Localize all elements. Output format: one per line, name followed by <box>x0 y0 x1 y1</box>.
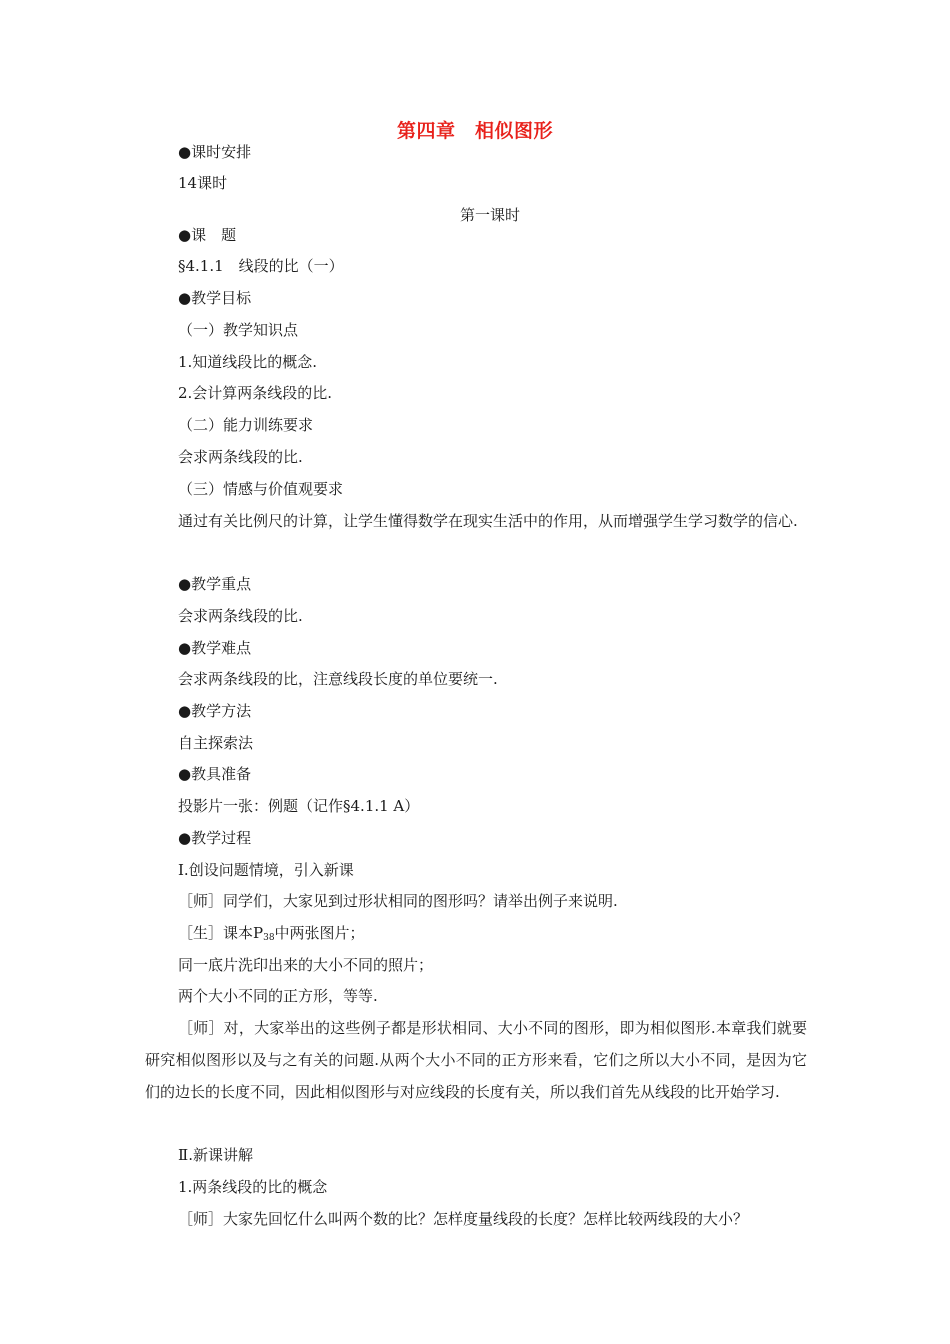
subsection-1: 1.两条线段的比的概念 <box>178 1178 328 1196</box>
topic-heading: ●课 题 <box>178 226 237 244</box>
process-heading: ●教学过程 <box>178 829 252 847</box>
difficulty-heading: ●教学难点 <box>178 639 252 657</box>
method-heading: ●教学方法 <box>178 702 252 720</box>
goal-item-2: 2.会计算两条线段的比. <box>178 384 333 402</box>
student-line-1-b: 中两张图片； <box>274 924 365 942</box>
goals-sub-3: （三）情感与价值观要求 <box>178 480 344 498</box>
key-points-heading: ●教学重点 <box>178 575 252 593</box>
teacher-paragraph: ［师］对，大家举出的这些例子都是形状相同、大小不同的图形，即为相似图形.本章我们就要研究相似图形以及与之有关的问题.从两个大小不同的正方形来看，它们之所以大小不同，是因为它们的边长的长度不同，因此相似图形与对应线段的长度有关，所以我们首先从线段的比开始学习. <box>145 1019 807 1101</box>
student-line-3: 两个大小不同的正方形，等等. <box>178 987 378 1005</box>
goals-sub-2: （二）能力训练要求 <box>178 416 314 434</box>
values-paragraph: 通过有关比例尺的计算，让学生懂得数学在现实生活中的作用，从而增强学生学习数学的信心. <box>178 512 798 530</box>
ability-text: 会求两条线段的比. <box>178 448 303 466</box>
materials-text: 投影片一张：例题（记作§4.1.1 A） <box>178 797 420 815</box>
schedule-value: 14课时 <box>178 174 228 192</box>
teacher-line-1: ［师］同学们，大家见到过形状相同的图形吗？请举出例子来说明. <box>178 892 618 910</box>
process-step-1: Ⅰ.创设问题情境，引入新课 <box>178 861 354 879</box>
page-number-subscript: 38 <box>263 933 275 943</box>
goal-item-1: 1.知道线段比的概念. <box>178 353 318 371</box>
chapter-title: 第四章 相似图形 <box>396 120 553 142</box>
materials-heading: ●教具准备 <box>178 765 252 783</box>
section-schedule-heading: ●课时安排 <box>178 143 252 161</box>
method-text: 自主探索法 <box>178 734 254 752</box>
key-points-text: 会求两条线段的比. <box>178 607 303 625</box>
topic-value: §4.1.1 线段的比（一） <box>178 257 344 275</box>
teacher-line-2: ［师］大家先回忆什么叫两个数的比？怎样度量线段的长度？怎样比较两线段的大小？ <box>178 1210 749 1228</box>
student-line-2: 同一底片洗印出来的大小不同的照片； <box>178 956 434 974</box>
student-line-1 <box>178 923 365 948</box>
difficulty-text: 会求两条线段的比，注意线段长度的单位要统一. <box>178 670 498 688</box>
process-step-2: Ⅱ.新课讲解 <box>178 1146 253 1164</box>
goals-heading: ●教学目标 <box>178 289 252 307</box>
lesson-heading: 第一课时 <box>459 206 520 224</box>
goals-sub-1: （一）教学知识点 <box>178 321 299 339</box>
student-line-1-a: ［生］课本P <box>178 924 264 942</box>
